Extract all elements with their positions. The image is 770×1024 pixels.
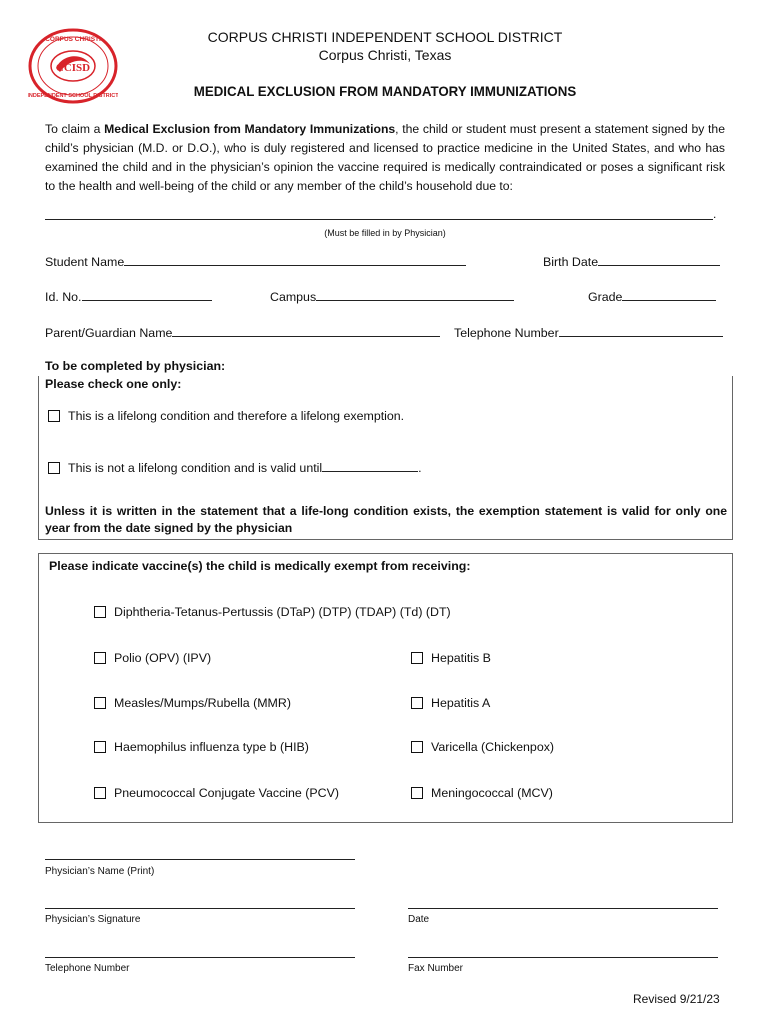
fax-field[interactable] [408, 957, 718, 958]
physician-name-field[interactable] [45, 859, 355, 860]
physician-heading: To be completed by physician: [45, 359, 226, 373]
campus-field[interactable] [316, 288, 514, 301]
vaccine-hep-b[interactable] [411, 651, 491, 665]
student-name-field[interactable] [124, 253, 466, 266]
vaccine-dtap-label: Diphtheria-Tetanus-Pertussis (DTaP) (DTP) (TDAP) (Td) (DT) [114, 605, 451, 619]
telephone-row [454, 324, 723, 340]
physician-line-end: . [713, 207, 717, 221]
option-not-lifelong-end: . [418, 461, 422, 475]
vaccine-heading: Please indicate vaccine(s) the child is medically exempt from receiving: [49, 559, 471, 573]
checkbox-varicella[interactable] [411, 741, 423, 753]
vaccine-pcv[interactable] [94, 786, 339, 800]
vaccine-mmr-label: Measles/Mumps/Rubella (MMR) [114, 696, 291, 710]
parent-row [45, 324, 440, 340]
vaccine-mcv[interactable] [411, 786, 553, 800]
checkbox-hib[interactable] [94, 741, 106, 753]
option-lifelong[interactable] [48, 409, 404, 423]
fax-label: Fax Number [408, 963, 464, 974]
id-label: Id. No. [45, 290, 82, 304]
vaccine-mcv-label: Meningococcal (MCV) [431, 786, 553, 800]
physician-telephone-field[interactable] [45, 957, 355, 958]
vaccine-pcv-label: Pneumococcal Conjugate Vaccine (PCV) [114, 786, 339, 800]
district-name: CORPUS CHRISTI INDEPENDENT SCHOOL DISTRICT [207, 29, 563, 45]
exemption-notice: Unless it is written in the statement that a life-long condition exists, the exemption statement is valid for only one year from the date signed by the physician [45, 504, 727, 535]
id-field[interactable] [82, 288, 212, 301]
physician-signature-field[interactable] [45, 908, 355, 909]
campus-row [270, 288, 514, 304]
grade-row [588, 288, 716, 304]
valid-until-field[interactable] [322, 459, 418, 472]
option-lifelong-label: This is a lifelong condition and therefore a lifelong exemption. [68, 409, 405, 423]
grade-label: Grade [588, 290, 623, 304]
vaccine-hep-a[interactable] [411, 696, 490, 710]
checkbox-mmr[interactable] [94, 697, 106, 709]
option-not-lifelong-label: This is not a lifelong condition and is valid until [68, 461, 323, 475]
option-not-lifelong[interactable] [48, 459, 422, 475]
intro-part2: , the child or student must present a statement signed by the child’s physician (M.D. or D.O.), who is duly registered and licensed to practice medicine in the United States, and who has examined the child and in the physician’s opinion the vaccine required is medically contraindicated or poses a significant risk to the health and well-being of the child or any member of the child’s household due to: [45, 122, 725, 193]
intro-bold: Medical Exclusion from Mandatory Immunizations [104, 122, 396, 136]
vaccine-box [38, 553, 733, 823]
birth-date-row [543, 253, 720, 269]
parent-field[interactable] [172, 324, 440, 337]
grade-field[interactable] [622, 288, 716, 301]
date-field[interactable] [408, 908, 718, 909]
birth-date-label: Birth Date [543, 255, 599, 269]
intro-paragraph [45, 120, 725, 196]
telephone-field[interactable] [559, 324, 723, 337]
checkbox-mcv[interactable] [411, 787, 423, 799]
revised-date: Revised 9/21/23 [633, 992, 720, 1006]
vaccine-hep-b-label: Hepatitis B [431, 651, 491, 665]
logo-text-bottom: INDEPENDENT SCHOOL DISTRICT [28, 93, 118, 99]
checkbox-lifelong[interactable] [48, 410, 60, 422]
campus-label: Campus [270, 290, 317, 304]
district-city: Corpus Christi, Texas [318, 47, 452, 63]
logo-text-top: CORPUS CHRISTI [45, 36, 101, 43]
id-row [45, 288, 212, 304]
checkbox-dtap[interactable] [94, 606, 106, 618]
physician-note: (Must be filled in by Physician) [324, 228, 446, 238]
vaccine-dtap[interactable] [94, 605, 451, 619]
telephone-label: Telephone Number [454, 326, 559, 340]
parent-label: Parent/Guardian Name [45, 326, 173, 340]
date-label: Date [408, 914, 430, 925]
physician-reason-field[interactable] [45, 207, 713, 220]
vaccine-polio-label: Polio (OPV) (IPV) [114, 651, 212, 665]
checkbox-hep-b[interactable] [411, 652, 423, 664]
student-name-row [45, 253, 466, 269]
vaccine-mmr[interactable] [94, 696, 291, 710]
checkbox-pcv[interactable] [94, 787, 106, 799]
physician-signature-label: Physician’s Signature [45, 914, 141, 925]
vaccine-varicella[interactable] [411, 740, 554, 754]
physician-name-label: Physician’s Name (Print) [45, 866, 155, 877]
page-title: MEDICAL EXCLUSION FROM MANDATORY IMMUNIZATIONS [193, 83, 577, 99]
vaccine-varicella-label: Varicella (Chickenpox) [431, 740, 555, 754]
checkbox-not-lifelong[interactable] [48, 462, 60, 474]
check-one-label: Please check one only: [45, 377, 182, 391]
logo-mark: CCISD [55, 62, 91, 74]
checkbox-polio[interactable] [94, 652, 106, 664]
vaccine-hep-a-label: Hepatitis A [431, 696, 491, 710]
vaccine-hib-label: Haemophilus influenza type b (HIB) [114, 740, 309, 754]
intro-part1: To claim a [45, 122, 105, 136]
checkbox-hep-a[interactable] [411, 697, 423, 709]
vaccine-hib[interactable] [94, 740, 309, 754]
student-name-label: Student Name [45, 255, 125, 269]
vaccine-polio[interactable] [94, 651, 211, 665]
physician-telephone-label: Telephone Number [45, 963, 130, 974]
birth-date-field[interactable] [598, 253, 720, 266]
